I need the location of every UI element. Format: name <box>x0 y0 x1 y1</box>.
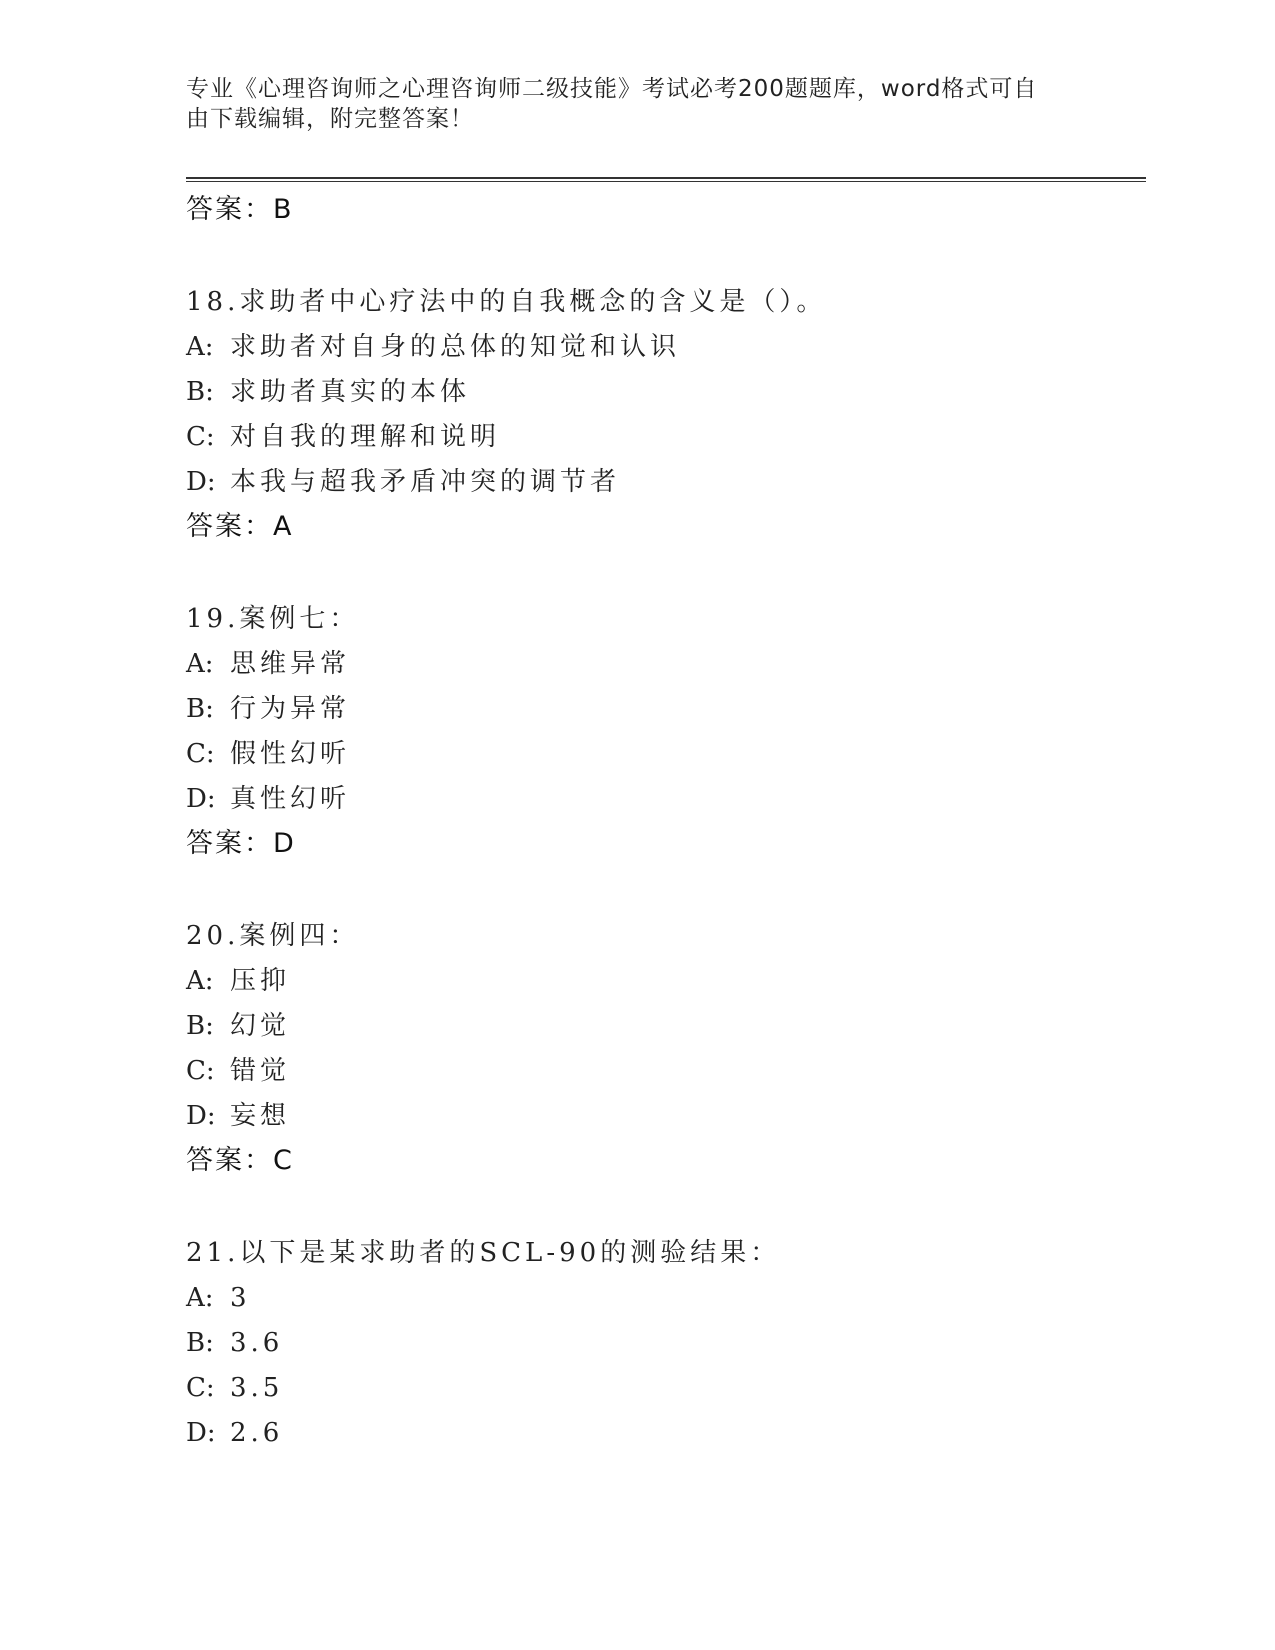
option-text: 对自我的理解和说明 <box>230 422 501 452</box>
option-key: B: <box>186 377 214 407</box>
option-key: A: <box>186 649 214 679</box>
answer-label: 答案： <box>186 828 273 859</box>
option-text: 压抑 <box>230 966 291 996</box>
option-c <box>186 415 1146 460</box>
header-divider <box>186 177 1146 182</box>
answer-value: C <box>273 1145 293 1176</box>
spacer <box>186 866 1146 914</box>
option-text: 3.5 <box>230 1373 284 1403</box>
answer-line <box>186 1139 1146 1183</box>
option-d <box>186 1094 1146 1139</box>
option-key: A: <box>186 1283 214 1313</box>
option-key: B: <box>186 1011 214 1041</box>
option-key: C: <box>186 1056 215 1086</box>
answer-line <box>186 822 1146 866</box>
option-text: 求助者对自身的总体的知觉和认识 <box>230 332 681 362</box>
option-key: C: <box>186 422 215 452</box>
option-d <box>186 777 1146 822</box>
answer-value: B <box>273 194 293 225</box>
answer-value: A <box>273 511 293 542</box>
spacer <box>186 549 1146 597</box>
header-line-2: 由下载编辑，附完整答案！ <box>186 106 474 132</box>
option-b <box>186 1321 1146 1366</box>
option-key: B: <box>186 1328 214 1358</box>
option-a <box>186 959 1146 1004</box>
option-text: 2.6 <box>230 1418 284 1448</box>
option-text: 求助者真实的本体 <box>230 377 471 407</box>
option-text: 3.6 <box>230 1328 284 1358</box>
option-text: 行为异常 <box>230 694 351 724</box>
option-text: 3 <box>230 1283 251 1313</box>
option-key: D: <box>186 784 216 814</box>
option-key: D: <box>186 1418 216 1448</box>
answer-label: 答案： <box>186 194 273 225</box>
option-c <box>186 732 1146 777</box>
option-key: A: <box>186 332 214 362</box>
option-a <box>186 642 1146 687</box>
option-text: 错觉 <box>230 1056 291 1086</box>
option-key: D: <box>186 1101 216 1131</box>
question-text: 21.以下是某求助者的SCL-90的测验结果： <box>186 1238 781 1268</box>
option-text: 幻觉 <box>230 1011 291 1041</box>
question-text: 18.求助者中心疗法中的自我概念的含义是（）。 <box>186 287 827 317</box>
option-key: A: <box>186 966 214 996</box>
question-text: 19.案例七： <box>186 604 360 634</box>
option-a <box>186 325 1146 370</box>
header-line-1: 专业《心理咨询师之心理咨询师二级技能》考试必考200题题库，word格式可自 <box>186 76 1038 102</box>
option-c <box>186 1049 1146 1094</box>
option-key: B: <box>186 694 214 724</box>
answer-label: 答案： <box>186 1145 273 1176</box>
option-key: C: <box>186 739 215 769</box>
spacer <box>186 232 1146 280</box>
page-header <box>186 74 1066 134</box>
option-text: 妄想 <box>230 1101 291 1131</box>
option-text: 真性幻听 <box>230 784 351 814</box>
answer-line <box>186 188 1146 232</box>
question-text: 20.案例四： <box>186 921 360 951</box>
option-text: 思维异常 <box>230 649 351 679</box>
option-text: 本我与超我矛盾冲突的调节者 <box>230 467 621 497</box>
answer-label: 答案： <box>186 511 273 542</box>
option-b <box>186 1004 1146 1049</box>
option-text: 假性幻听 <box>230 739 351 769</box>
answer-value: D <box>273 828 295 859</box>
option-c <box>186 1366 1146 1411</box>
option-d <box>186 1411 1146 1456</box>
question-list <box>186 188 1146 1456</box>
answer-line <box>186 505 1146 549</box>
option-a <box>186 1276 1146 1321</box>
option-b <box>186 370 1146 415</box>
option-key: D: <box>186 467 216 497</box>
option-key: C: <box>186 1373 215 1403</box>
option-d <box>186 460 1146 505</box>
option-b <box>186 687 1146 732</box>
spacer <box>186 1183 1146 1231</box>
